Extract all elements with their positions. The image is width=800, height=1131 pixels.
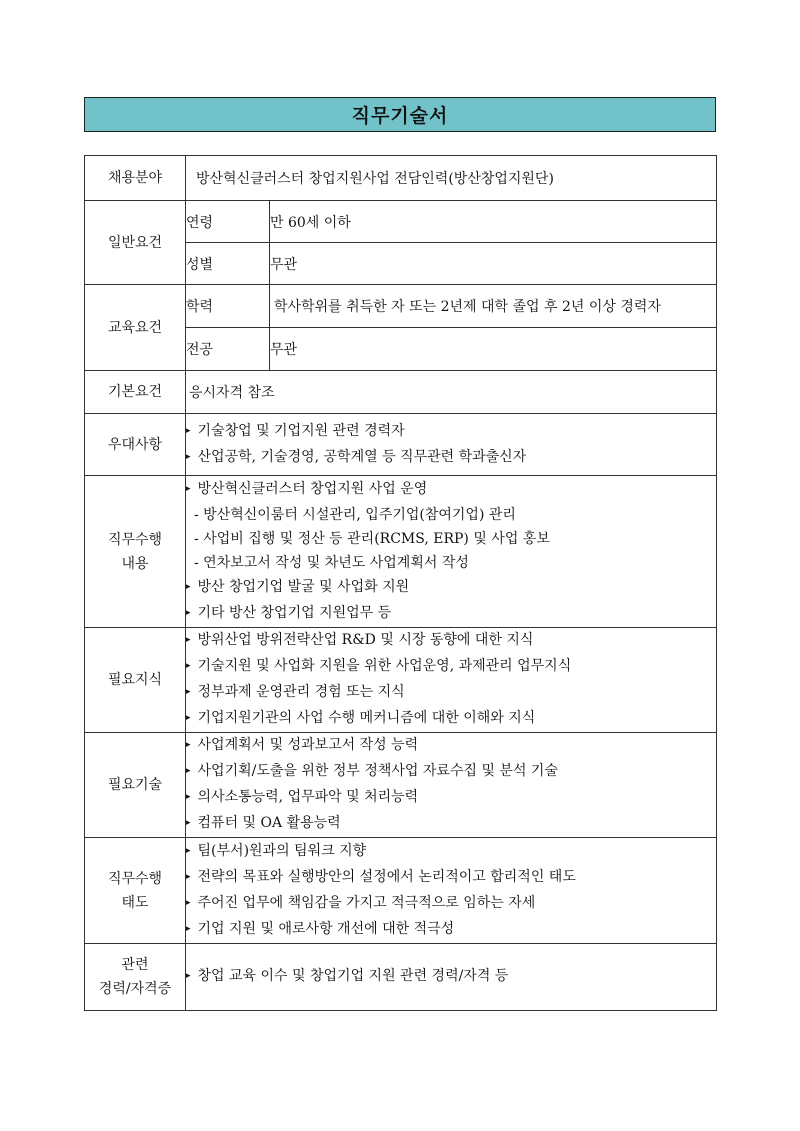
- label-related: 관련 경력/자격증: [85, 944, 186, 1011]
- row-education-degree: [85, 285, 717, 328]
- label-skills: 필요기술: [85, 733, 186, 838]
- document-title-box: [84, 97, 716, 132]
- row-field: [85, 156, 717, 201]
- document-title: 직무기술서: [351, 105, 449, 127]
- bullet-icon: ▸: [186, 923, 191, 934]
- row-related: [85, 944, 717, 1011]
- label-degree: 학력: [186, 285, 270, 328]
- duties-list: [186, 476, 717, 628]
- bullet-icon: ▸: [186, 766, 191, 776]
- list-item: ▸ 방위산업 방위전략산업 R&D 및 시장 동향에 대한 지식: [186, 632, 534, 648]
- list-item: ▸ 기술창업 및 기업지원 관련 경력자: [186, 422, 405, 439]
- list-item: ▸ 주어진 업무에 책임감을 가지고 적극적으로 임하는 자세: [186, 894, 536, 911]
- label-age: 연령: [186, 201, 270, 243]
- label-duties: 직무수행 내용: [85, 476, 186, 628]
- row-knowledge: [85, 628, 717, 733]
- list-item: ▸ 방산혁신클러스터 창업지원 사업 운영: [186, 480, 428, 497]
- bullet-icon: ▸: [186, 871, 191, 882]
- bullet-icon: ▸: [186, 897, 191, 908]
- value-age: 만 60세 이하: [270, 201, 717, 243]
- bullet-icon: ▸: [186, 818, 191, 828]
- row-attitude: [85, 838, 717, 944]
- row-preference: [85, 414, 717, 476]
- list-item: ▸ 정부과제 운영관리 경험 또는 지식: [186, 684, 405, 700]
- label-preference: 우대사항: [85, 414, 186, 476]
- bullet-icon: ▸: [186, 740, 191, 750]
- bullet-icon: ▸: [186, 581, 191, 592]
- list-item: ▸ 사업기획/도출을 위한 정부 정책사업 자료수집 및 분석 기술: [186, 763, 558, 779]
- bullet-icon: ▸: [186, 687, 191, 697]
- bullet-icon: ▸: [186, 661, 191, 671]
- bullet-icon: ▸: [186, 607, 191, 618]
- row-general-age: [85, 201, 717, 243]
- knowledge-list: [186, 628, 717, 733]
- attitude-list: [186, 838, 717, 944]
- label-education: 교육요건: [85, 285, 186, 371]
- bullet-icon: ▸: [186, 425, 191, 436]
- preference-list: [186, 414, 717, 476]
- list-item: ▸ 팀(부서)원과의 팀워크 지향: [186, 842, 367, 859]
- list-item: ▸ 기타 방산 창업기업 지원업무 등: [186, 604, 392, 621]
- value-basic: 응시자격 참조: [186, 371, 717, 414]
- row-skills: [85, 733, 717, 838]
- bullet-icon: ▸: [186, 845, 191, 856]
- list-item: ▸ 사업계획서 및 성과보고서 작성 능력: [186, 737, 419, 753]
- job-description-table: [84, 155, 717, 1011]
- row-basic: [85, 371, 717, 414]
- list-item: ▸ 전략의 목표와 실행방안의 설정에서 논리적이고 합리적인 태도: [186, 868, 576, 885]
- list-item: ▸ 창업 교육 이수 및 창업기업 지원 관련 경력/자격 등: [186, 968, 509, 984]
- list-subitem: - 연차보고서 작성 및 차년도 사업계획서 작성: [194, 554, 469, 571]
- value-degree: 학사학위를 취득한 자 또는 2년제 대학 졸업 후 2년 이상 경력자: [270, 285, 717, 328]
- list-item: ▸ 컴퓨터 및 OA 활용능력: [186, 815, 341, 831]
- bullet-icon: ▸: [186, 635, 191, 645]
- bullet-icon: ▸: [186, 483, 191, 494]
- label-gender: 성별: [186, 243, 270, 285]
- list-item: ▸ 기업 지원 및 애로사항 개선에 대한 적극성: [186, 920, 455, 937]
- label-knowledge: 필요지식: [85, 628, 186, 733]
- label-attitude: 직무수행 태도: [85, 838, 186, 944]
- label-field: 채용분야: [85, 156, 186, 201]
- bullet-icon: ▸: [186, 713, 191, 723]
- list-item: ▸ 산업공학, 기술경영, 공학계열 등 직무관련 학과출신자: [186, 448, 527, 465]
- label-general: 일반요건: [85, 201, 186, 285]
- list-item: ▸ 기업지원기관의 사업 수행 메커니즘에 대한 이해와 지식: [186, 710, 536, 726]
- related-list: [186, 944, 717, 1011]
- label-basic: 기본요건: [85, 371, 186, 414]
- list-subitem: - 사업비 집행 및 정산 등 관리(RCMS, ERP) 및 사업 홍보: [194, 530, 550, 547]
- bullet-icon: ▸: [186, 971, 191, 981]
- list-item: ▸ 방산 창업기업 발굴 및 사업화 지원: [186, 578, 410, 595]
- list-item: ▸ 기술지원 및 사업화 지원을 위한 사업운영, 과제관리 업무지식: [186, 658, 572, 674]
- value-major: 무관: [270, 328, 717, 371]
- value-gender: 무관: [270, 243, 717, 285]
- bullet-icon: ▸: [186, 792, 191, 802]
- value-field: 방산혁신클러스터 창업지원사업 전담인력(방산창업지원단): [186, 156, 717, 201]
- list-subitem: - 방산혁신이룸터 시설관리, 입주기업(참여기업) 관리: [194, 506, 516, 523]
- row-duties: [85, 476, 717, 628]
- bullet-icon: ▸: [186, 451, 191, 462]
- skills-list: [186, 733, 717, 838]
- list-item: ▸ 의사소통능력, 업무파악 및 처리능력: [186, 789, 419, 805]
- label-major: 전공: [186, 328, 270, 371]
